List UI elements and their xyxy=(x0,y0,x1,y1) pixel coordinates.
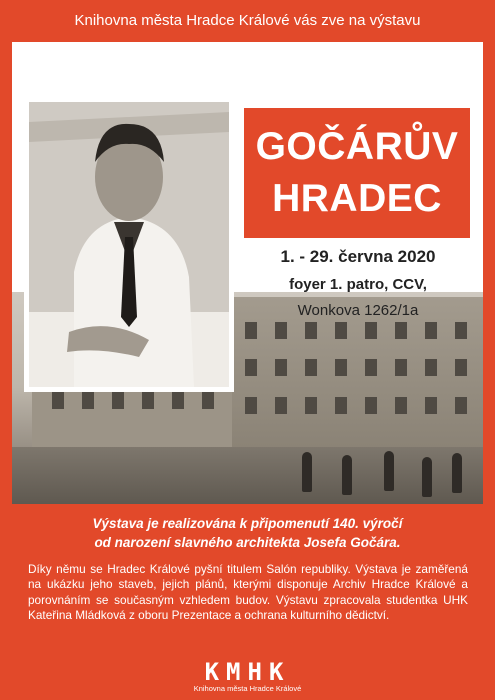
title-line-2: HRADEC xyxy=(272,177,442,220)
event-venue: foyer 1. patro, CCV, xyxy=(289,276,427,293)
invitation-text: Knihovna města Hradce Králové vás zve na výstavu xyxy=(74,11,421,29)
poster-panel xyxy=(12,42,483,504)
logo-caption: Knihovna města Hradce Králové xyxy=(193,684,302,693)
street xyxy=(12,447,483,504)
event-info xyxy=(242,244,474,324)
description-text: Díky němu se Hradec Králové pyšní titulem Salón republiky. Výstava je zaměřená na ukázku jeho staveb, jejich plánů, kterými disponuje Archiv Hradce Králové a porovnáním se současným vzhledem budov. Výstavu zpracovala studentka UHK Kateřina Mládková z oboru Prezentace a ochrana kulturního dědictví. xyxy=(28,562,468,622)
invitation-header xyxy=(0,0,495,40)
architect-portrait xyxy=(24,97,234,392)
event-date: 1. - 29. června 2020 xyxy=(280,247,436,266)
library-logo xyxy=(0,660,495,694)
exhibition-title xyxy=(244,108,470,238)
lead-line-1: Výstava je realizována k připomenutí 140. výročí xyxy=(92,516,403,531)
lead-text xyxy=(0,514,495,552)
logo-mark: KMHK xyxy=(204,658,291,686)
event-address: Wonkova 1262/1a xyxy=(297,302,419,319)
title-line-1: GOČÁRŮV xyxy=(255,125,459,168)
lead-line-2: od narození slavného architekta Josefa Gočára. xyxy=(94,535,401,550)
portrait-photo xyxy=(29,102,229,387)
portrait-illustration xyxy=(29,102,229,387)
